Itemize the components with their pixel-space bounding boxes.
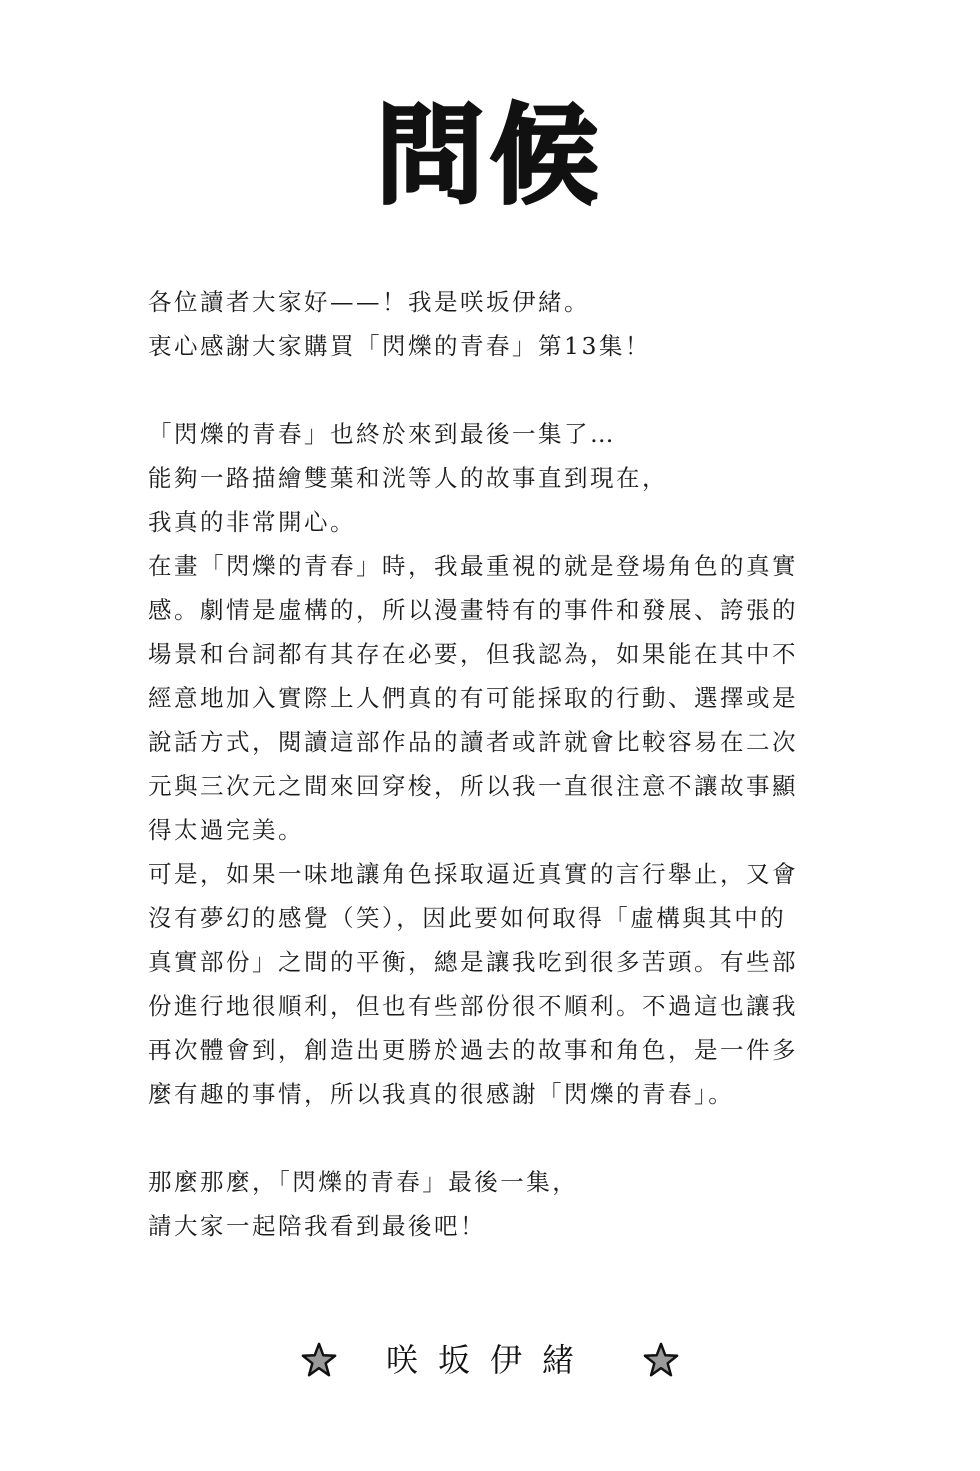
text-line: 份進行地很順利，但也有些部份很不順利。不過這也讓我 — [148, 992, 798, 1020]
text-line: 經意地加入實際上人們真的有可能採取的行動、選擇或是 — [148, 684, 798, 712]
paragraph-gap — [148, 368, 838, 412]
text-line: 場景和台詞都有其存在必要，但我認為，如果能在其中不 — [148, 640, 798, 668]
text-line: 在畫「閃爍的青春」時，我最重視的就是登場角色的真實 — [148, 552, 798, 580]
text-line: 說話方式，閱讀這部作品的讀者或許就會比較容易在二次 — [148, 728, 798, 756]
text-line: 再次體會到，創造出更勝於過去的故事和角色，是一件多 — [148, 1036, 798, 1064]
paragraph-gap — [148, 1116, 838, 1160]
star-icon — [642, 1341, 680, 1379]
text-line: 麼有趣的事情，所以我真的很感謝「閃爍的青春」。 — [148, 1080, 735, 1108]
greeting-body — [148, 280, 838, 1248]
text-line: 請大家一起陪我看到最後吧！ — [148, 1212, 486, 1240]
page-title: 問候 — [375, 94, 604, 219]
text-line: 那麼那麼，「閃爍的青春」最後一集， — [148, 1168, 579, 1196]
text-line: 我真的非常開心。 — [148, 508, 356, 536]
text-line: 真實部份」之間的平衡，總是讓我吃到很多苦頭。有些部 — [148, 948, 798, 976]
text-line: 沒有夢幻的感覺（笑），因此要如何取得「虛構與其中的 — [148, 904, 787, 932]
text-line: 各位讀者大家好——！我是咲坂伊緒。 — [148, 288, 590, 316]
text-line: 得太過完美。 — [148, 816, 304, 844]
text-line: 「閃爍的青春」也終於來到最後一集了… — [148, 420, 616, 448]
star-icon — [300, 1341, 338, 1379]
text-line: 元與三次元之間來回穿梭，所以我一直很注意不讓故事顯 — [148, 772, 798, 800]
signature — [0, 1328, 980, 1388]
author-signature: 咲坂伊緒 — [385, 1341, 594, 1379]
text-line: 能夠一路描繪雙葉和洸等人的故事直到現在， — [148, 464, 668, 492]
text-line: 感。劇情是虛構的，所以漫畫特有的事件和發展、誇張的 — [148, 596, 798, 624]
text-line: 可是，如果一味地讓角色採取逼近真實的言行舉止，又會 — [148, 860, 798, 888]
text-line: 衷心感謝大家購買「閃爍的青春」第13集！ — [148, 332, 651, 360]
